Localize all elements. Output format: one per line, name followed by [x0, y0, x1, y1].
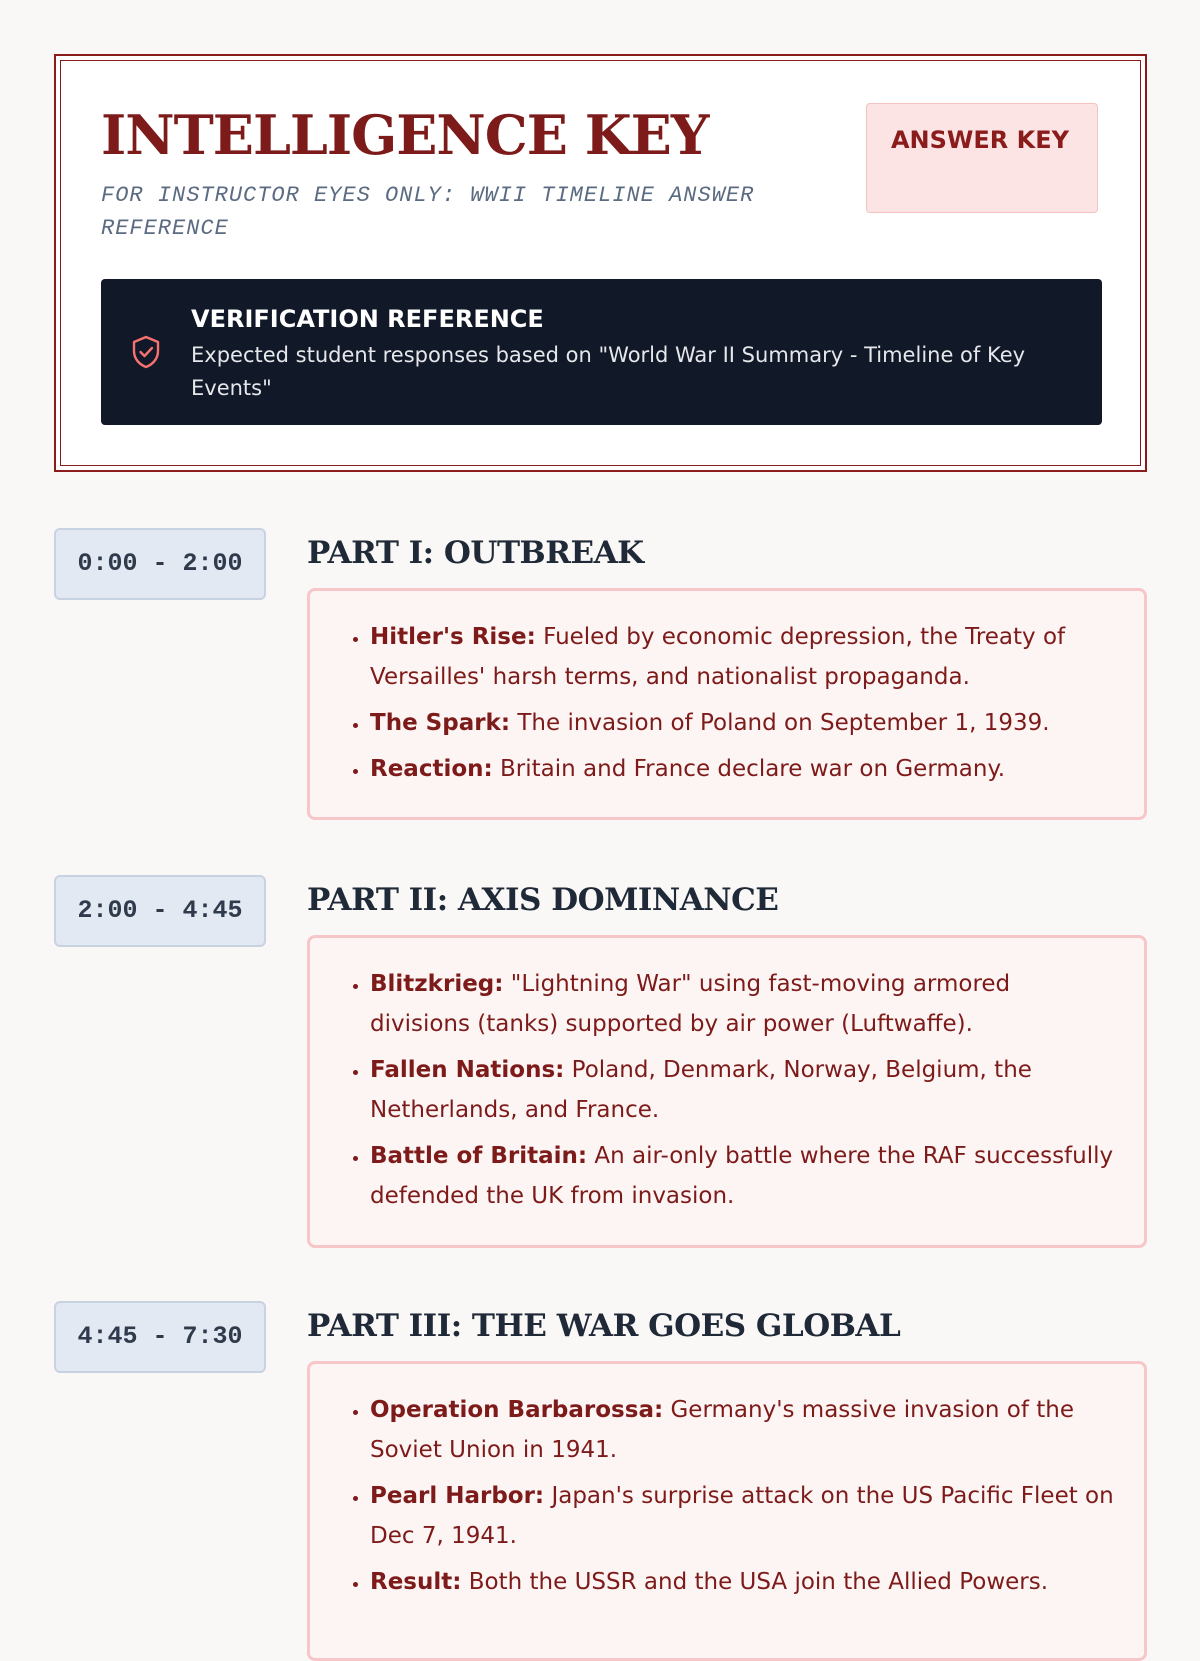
item-text: Both the USSR and the USA join the Allied Powers. — [461, 1569, 1049, 1595]
list-item — [370, 703, 1116, 743]
timestamp-badge: 4:45 - 7:30 — [54, 1301, 266, 1373]
item-term: Reaction: — [370, 756, 493, 782]
list-item — [370, 749, 1116, 789]
item-text: The invasion of Poland on September 1, 1939. — [510, 710, 1050, 736]
list-item — [370, 617, 1116, 697]
answer-list — [310, 1364, 1144, 1602]
item-text: Japan's surprise attack on the US Pacific Fleet on Dec 7, 1941. — [370, 1483, 1114, 1549]
list-item — [370, 964, 1116, 1044]
section-title: PART II: AXIS DOMINANCE — [307, 882, 779, 918]
list-item — [370, 1136, 1116, 1216]
item-term: Pearl Harbor: — [370, 1483, 545, 1509]
answer-list — [310, 938, 1144, 1216]
item-term: Hitler's Rise: — [370, 624, 536, 650]
list-item — [370, 1476, 1116, 1556]
section-title: PART III: THE WAR GOES GLOBAL — [307, 1308, 901, 1344]
shield-check-icon — [131, 335, 161, 369]
timestamp-badge: 2:00 - 4:45 — [54, 875, 266, 947]
list-item — [370, 1390, 1116, 1470]
list-item — [370, 1050, 1116, 1130]
answer-list — [310, 591, 1144, 789]
section-title: PART I: OUTBREAK — [307, 535, 644, 571]
item-text: "Lightning War" using fast-moving armored divisions (tanks) supported by air power (Luftwaffe). — [370, 971, 1011, 1037]
item-term: Battle of Britain: — [370, 1143, 588, 1169]
page-title: INTELLIGENCE KEY — [101, 103, 709, 167]
timestamp-badge: 0:00 - 2:00 — [54, 528, 266, 600]
header-card — [54, 54, 1147, 472]
verification-panel — [101, 279, 1102, 425]
item-text: Poland, Denmark, Norway, Belgium, the Netherlands, and France. — [370, 1057, 1032, 1123]
item-text: An air-only battle where the RAF successfully defended the UK from invasion. — [370, 1143, 1114, 1209]
header-card-inner — [60, 60, 1141, 466]
answer-box — [307, 935, 1147, 1248]
item-text: Germany's massive invasion of the Soviet Union in 1941. — [370, 1397, 1074, 1463]
item-term: Operation Barbarossa: — [370, 1397, 664, 1423]
answer-key-badge: ANSWER KEY — [866, 103, 1098, 213]
page-subtitle: FOR INSTRUCTOR EYES ONLY: WWII TIMELINE ANSWER REFERENCE — [101, 183, 755, 241]
item-term: Result: — [370, 1569, 462, 1595]
item-text: Fueled by economic depression, the Treaty of Versailles' harsh terms, and nationalist propaganda. — [370, 624, 1066, 690]
item-term: The Spark: — [370, 710, 511, 736]
list-item — [370, 1562, 1116, 1602]
verification-text: Expected student responses based on "World War II Summary - Timeline of Key Events" — [191, 343, 1026, 400]
item-term: Fallen Nations: — [370, 1057, 565, 1083]
item-text: Britain and France declare war on Germany. — [492, 756, 1006, 782]
answer-box — [307, 1361, 1147, 1661]
item-term: Blitzkrieg: — [370, 971, 504, 997]
verification-title: VERIFICATION REFERENCE — [191, 305, 544, 333]
answer-box — [307, 588, 1147, 820]
